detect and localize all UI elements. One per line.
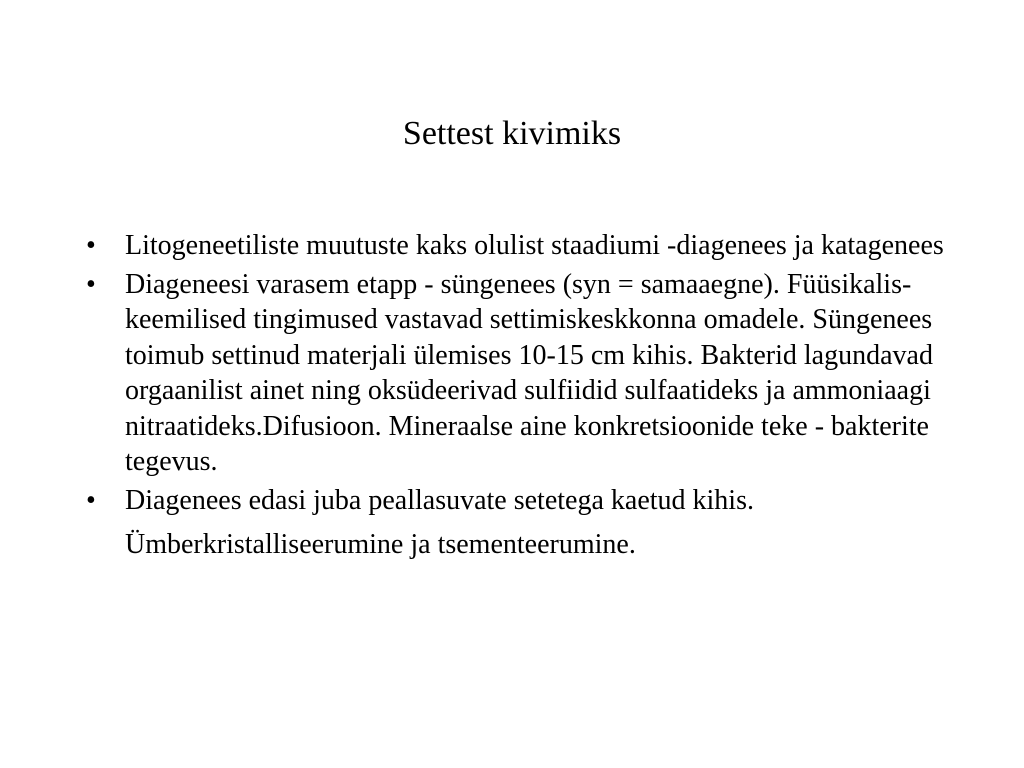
bullet-text-1: Litogeneetiliste muutuste kaks olulist staadiumi -diagenees ja katagenees xyxy=(125,230,944,261)
slide-title: Settest kivimiks xyxy=(402,115,622,152)
bullet-list xyxy=(86,228,946,566)
bullet-icon: • xyxy=(86,268,96,300)
bullet-icon: • xyxy=(86,484,96,516)
bullet-text-2: Diageneesi varasem etapp - süngenees (syn = samaaegne). Füüsikalis-keemilised tingimused vastavad settimiskeskkonna omadele. Süngenees toimub settinud materjali ülemises 10-15 cm kihis. Bakterid lagundavad orgaanilist ainet ning oksüdeerivad sulfiidid sulfaatideks ja ammoniaagi nitraatideks.Difusioon. Mineraalse aine konkretsioonide teke - bakterite tegevus. xyxy=(125,268,933,477)
bullet-item-3 xyxy=(86,483,946,563)
bullet-item-1 xyxy=(86,228,946,264)
bullet-continuation: Ümberkristalliseerumine ja tsementeerumine. xyxy=(125,529,636,560)
bullet-icon: • xyxy=(86,230,96,261)
bullet-text-3: Diagenees edasi juba peallasuvate setetega kaetud kihis. xyxy=(125,484,754,516)
bullet-item-2 xyxy=(86,267,946,480)
